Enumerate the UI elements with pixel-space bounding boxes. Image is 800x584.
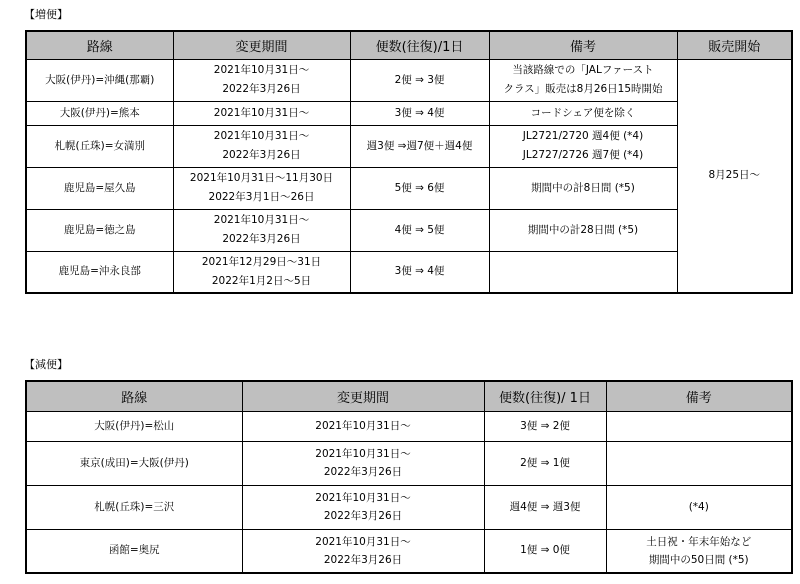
flights-cell: 5便 ⇒ 6便 bbox=[350, 167, 489, 209]
table-row bbox=[26, 485, 792, 529]
route-cell: 大阪(伊丹)=熊本 bbox=[26, 101, 173, 125]
increase-section-label: 【増便】 bbox=[24, 8, 68, 21]
route-cell: 鹿児島=徳之島 bbox=[26, 209, 173, 251]
flights-cell: 3便 ⇒ 4便 bbox=[350, 101, 489, 125]
period-cell: 2021年10月31日～ bbox=[242, 411, 484, 441]
route-cell: 函館=奥尻 bbox=[26, 529, 242, 573]
period-cell: 2021年10月31日～ 2022年3月26日 bbox=[173, 59, 350, 101]
decrease-table bbox=[25, 380, 793, 574]
flights-cell: 週3便 ⇒週7便＋週4便 bbox=[350, 125, 489, 167]
route-cell: 大阪(伊丹)=沖縄(那覇) bbox=[26, 59, 173, 101]
note-cell: 当該路線での「JALファースト クラス」販売は8月26日15時開始 bbox=[489, 59, 677, 101]
header-flights: 便数(往復)/ 1日 bbox=[484, 381, 606, 411]
header-note: 備考 bbox=[489, 31, 677, 59]
table-row bbox=[26, 59, 792, 101]
note-cell bbox=[606, 411, 792, 441]
table-row bbox=[26, 441, 792, 485]
route-cell: 札幌(丘珠)=女満別 bbox=[26, 125, 173, 167]
period-cell: 2021年10月31日～ 2022年3月26日 bbox=[242, 441, 484, 485]
note-cell: 土日祝・年末年始など 期間中の50日間 (*5) bbox=[606, 529, 792, 573]
flights-cell: 2便 ⇒ 1便 bbox=[484, 441, 606, 485]
note-cell bbox=[489, 251, 677, 293]
header-sales-start: 販売開始 bbox=[677, 31, 792, 59]
route-cell: 東京(成田)=大阪(伊丹) bbox=[26, 441, 242, 485]
note-cell: 期間中の計8日間 (*5) bbox=[489, 167, 677, 209]
decrease-header-row bbox=[26, 381, 792, 411]
table-row bbox=[26, 529, 792, 573]
table-row bbox=[26, 411, 792, 441]
route-cell: 鹿児島=屋久島 bbox=[26, 167, 173, 209]
header-route: 路線 bbox=[26, 381, 242, 411]
header-note: 備考 bbox=[606, 381, 792, 411]
flights-cell: 2便 ⇒ 3便 bbox=[350, 59, 489, 101]
route-cell: 札幌(丘珠)=三沢 bbox=[26, 485, 242, 529]
period-cell: 2021年10月31日～ 2022年3月26日 bbox=[242, 529, 484, 573]
period-cell: 2021年12月29日～31日 2022年1月2日～5日 bbox=[173, 251, 350, 293]
period-cell: 2021年10月31日～ bbox=[173, 101, 350, 125]
period-cell: 2021年10月31日～ 2022年3月26日 bbox=[242, 485, 484, 529]
decrease-section-label: 【減便】 bbox=[24, 358, 68, 371]
header-period: 変更期間 bbox=[242, 381, 484, 411]
sales-start-cell: 8月25日～ bbox=[677, 59, 792, 293]
flights-cell: 3便 ⇒ 2便 bbox=[484, 411, 606, 441]
route-cell: 大阪(伊丹)=松山 bbox=[26, 411, 242, 441]
note-cell: コードシェア便を除く bbox=[489, 101, 677, 125]
period-cell: 2021年10月31日～ 2022年3月26日 bbox=[173, 125, 350, 167]
flights-cell: 週4便 ⇒ 週3便 bbox=[484, 485, 606, 529]
route-cell: 鹿児島=沖永良部 bbox=[26, 251, 173, 293]
header-period: 変更期間 bbox=[173, 31, 350, 59]
flights-cell: 3便 ⇒ 4便 bbox=[350, 251, 489, 293]
increase-table bbox=[25, 30, 793, 294]
note-cell: 期間中の計28日間 (*5) bbox=[489, 209, 677, 251]
header-route: 路線 bbox=[26, 31, 173, 59]
increase-header-row bbox=[26, 31, 792, 59]
period-cell: 2021年10月31日～ 2022年3月26日 bbox=[173, 209, 350, 251]
note-cell bbox=[606, 441, 792, 485]
flights-cell: 4便 ⇒ 5便 bbox=[350, 209, 489, 251]
note-cell: (*4) bbox=[606, 485, 792, 529]
header-flights: 便数(往復)/1日 bbox=[350, 31, 489, 59]
flights-cell: 1便 ⇒ 0便 bbox=[484, 529, 606, 573]
period-cell: 2021年10月31日～11月30日 2022年3月1日～26日 bbox=[173, 167, 350, 209]
note-cell: JL2721/2720 週4便 (*4) JL2727/2726 週7便 (*4) bbox=[489, 125, 677, 167]
